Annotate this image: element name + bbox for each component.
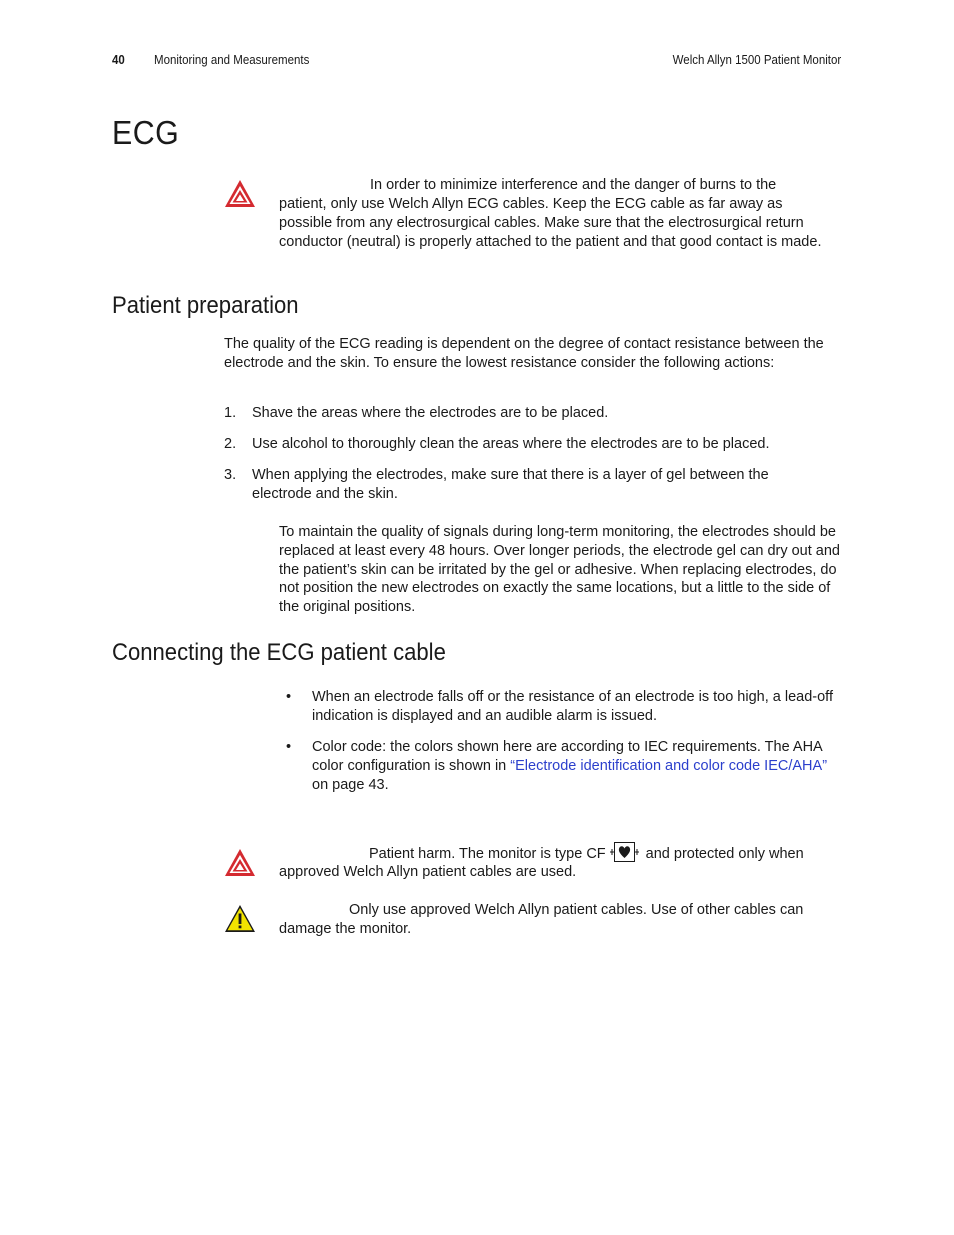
warning-2-text-pre: Patient harm. The monitor is type CF: [369, 846, 606, 862]
warning-2-text: approved Welch Allyn patient cables are used.: [279, 864, 577, 880]
cf-heart-icon: [610, 842, 640, 862]
danger-triangle-icon: [223, 847, 257, 878]
warning-2-line1: [369, 845, 844, 864]
warning-2-text-post: and protected only when: [645, 846, 804, 862]
caution-text: damage the monitor.: [279, 921, 412, 937]
page-number: 40: [112, 53, 125, 67]
electrode-color-code-link[interactable]: “Electrode identification and color code IEC/AHA”: [510, 757, 828, 774]
bullet: •: [286, 689, 292, 705]
list-item: When applying the electrodes, make sure that there is a layer of gel between the electrode and the skin.: [252, 467, 769, 502]
caution-line1: Only use approved Welch Allyn patient cables. Use of other cables can: [349, 902, 804, 918]
bullet-text-post: on page 43.: [312, 776, 389, 793]
connecting-heading: Connecting the ECG patient cable: [112, 639, 446, 666]
patient-preparation-intro: The quality of the ECG reading is dependent on the degree of contact resistance between the electrode and the skin. To ensure the lowest resistance consider the following actions:: [224, 336, 824, 371]
warning-1-line1: In order to minimize interference and the danger of burns to the: [370, 177, 777, 193]
list-item: [312, 738, 842, 794]
danger-triangle-icon: [223, 178, 257, 209]
patient-preparation-heading: Patient preparation: [112, 292, 299, 319]
bullet: •: [286, 739, 292, 755]
bullet-text: Color code: the colors shown here are according to IEC requirements. The AHA color configuration is shown in: [312, 739, 822, 774]
caution-triangle-icon: [223, 903, 257, 934]
electrode-note: To maintain the quality of signals during long-term monitoring, the electrodes should be replaced at least every 48 hours. Over longer periods, the electrode gel can dry out and the patient’s skin can be irritated by the gel or adhesive. When replacing electrodes, do not position the new electrodes on exactly the same locations, but a little to the side of the original positions.: [279, 524, 840, 616]
step-number: 1.: [224, 405, 237, 421]
step-number: 2.: [224, 436, 237, 452]
warning-1-text: patient, only use Welch Allyn ECG cables. Keep the ECG cable as far away as possible from any electrosurgical cables. Make sure that the electrosurgical return conductor (neutral) is properly attached to the patient and that good contact is made.: [279, 196, 822, 250]
page-title: ECG: [112, 114, 180, 151]
section-title: Monitoring and Measurements: [154, 53, 310, 67]
list-item: When an electrode falls off or the resistance of an electrode is too high, a lead-off indication is displayed and an audible alarm is issued.: [312, 689, 833, 724]
list-item: Shave the areas where the electrodes are to be placed.: [252, 405, 609, 421]
product-title: Welch Allyn 1500 Patient Monitor: [672, 53, 841, 67]
step-number: 3.: [224, 467, 237, 483]
list-item: Use alcohol to thoroughly clean the areas where the electrodes are to be placed.: [252, 436, 770, 452]
